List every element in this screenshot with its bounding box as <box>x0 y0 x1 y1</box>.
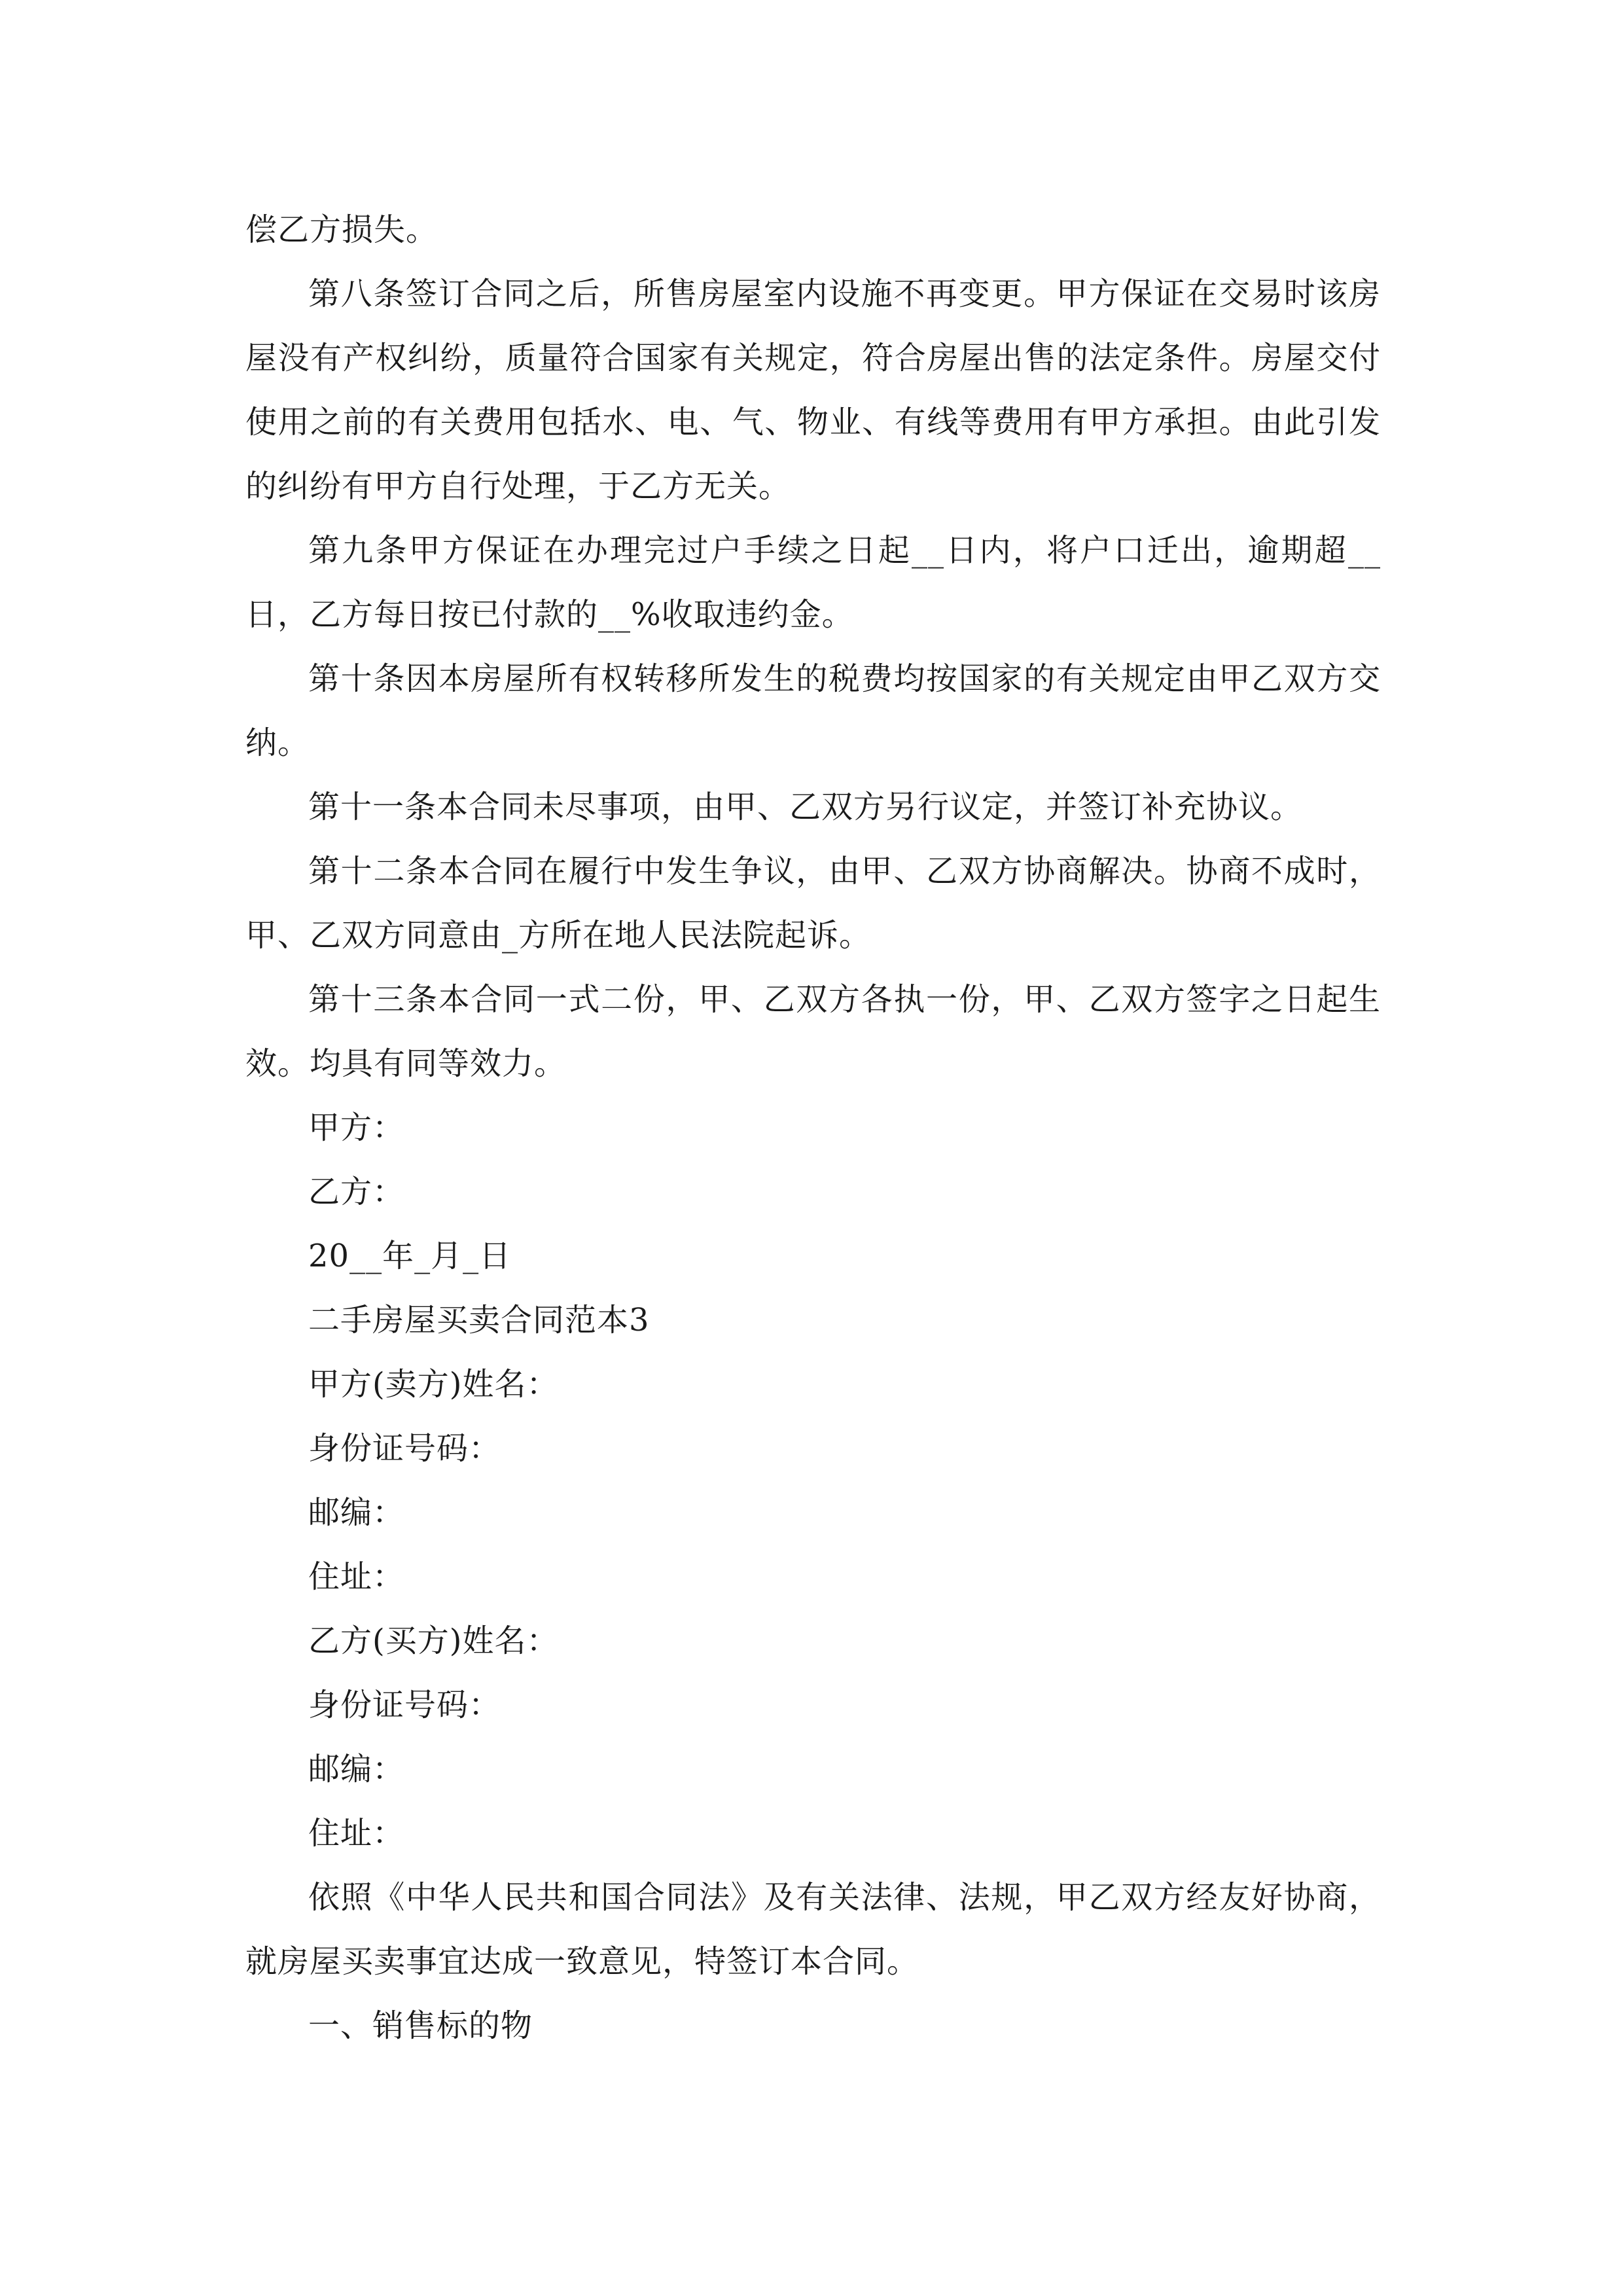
section-1-heading: 一、销售标的物 <box>308 2007 533 2044</box>
contract-3-title: 二手房屋买卖合同范本3 <box>308 1302 650 1338</box>
seller-name-field: 甲方(卖方)姓名： <box>308 1366 559 1403</box>
buyer-id-field: 身份证号码： <box>308 1687 501 1723</box>
seller-postcode-field: 邮编： <box>308 1494 405 1531</box>
paragraph-continuation: 偿乙方损失。 <box>245 211 438 248</box>
article-13: 第十三条本合同一式二份，甲、乙双方各执一份，甲、乙双方签字之日起生效。均具有同等效力。 <box>245 981 1381 1082</box>
buyer-name-field: 乙方(买方)姓名： <box>308 1623 559 1659</box>
buyer-postcode-field: 邮编： <box>308 1751 405 1787</box>
seller-id-field: 身份证号码： <box>308 1430 501 1467</box>
seller-address-field: 住址： <box>308 1558 405 1595</box>
article-9: 第九条甲方保证在办理完过户手续之日起__日内，将户口迁出，逾期超__日，乙方每日按已付款的__%收取违约金。 <box>245 532 1381 633</box>
article-11: 第十一条本合同未尽事项，由甲、乙双方另行议定，并签订补充协议。 <box>308 789 1303 825</box>
article-10: 第十条因本房屋所有权转移所发生的税费均按国家的有关规定由甲乙双方交纳。 <box>245 660 1381 761</box>
buyer-address-field: 住址： <box>308 1815 405 1852</box>
signature-date: 20__年_月_日 <box>308 1238 512 1274</box>
preamble: 依照《中华人民共和国合同法》及有关法律、法规，甲乙双方经友好协商，就房屋买卖事宜达成一致意见，特签订本合同。 <box>245 1879 1381 1980</box>
party-a-signature: 甲方： <box>308 1109 405 1146</box>
document-body <box>245 198 1381 2058</box>
article-12: 第十二条本合同在履行中发生争议，由甲、乙双方协商解决。协商不成时，甲、乙双方同意由_方所在地人民法院起诉。 <box>245 853 1381 954</box>
party-b-signature: 乙方： <box>308 1174 405 1210</box>
article-8: 第八条签订合同之后，所售房屋室内设施不再变更。甲方保证在交易时该房屋没有产权纠纷，质量符合国家有关规定，符合房屋出售的法定条件。房屋交付使用之前的有关费用包括水、电、气、物业、有线等费用有甲方承担。由此引发的纠纷有甲方自行处理，于乙方无关。 <box>245 276 1381 505</box>
